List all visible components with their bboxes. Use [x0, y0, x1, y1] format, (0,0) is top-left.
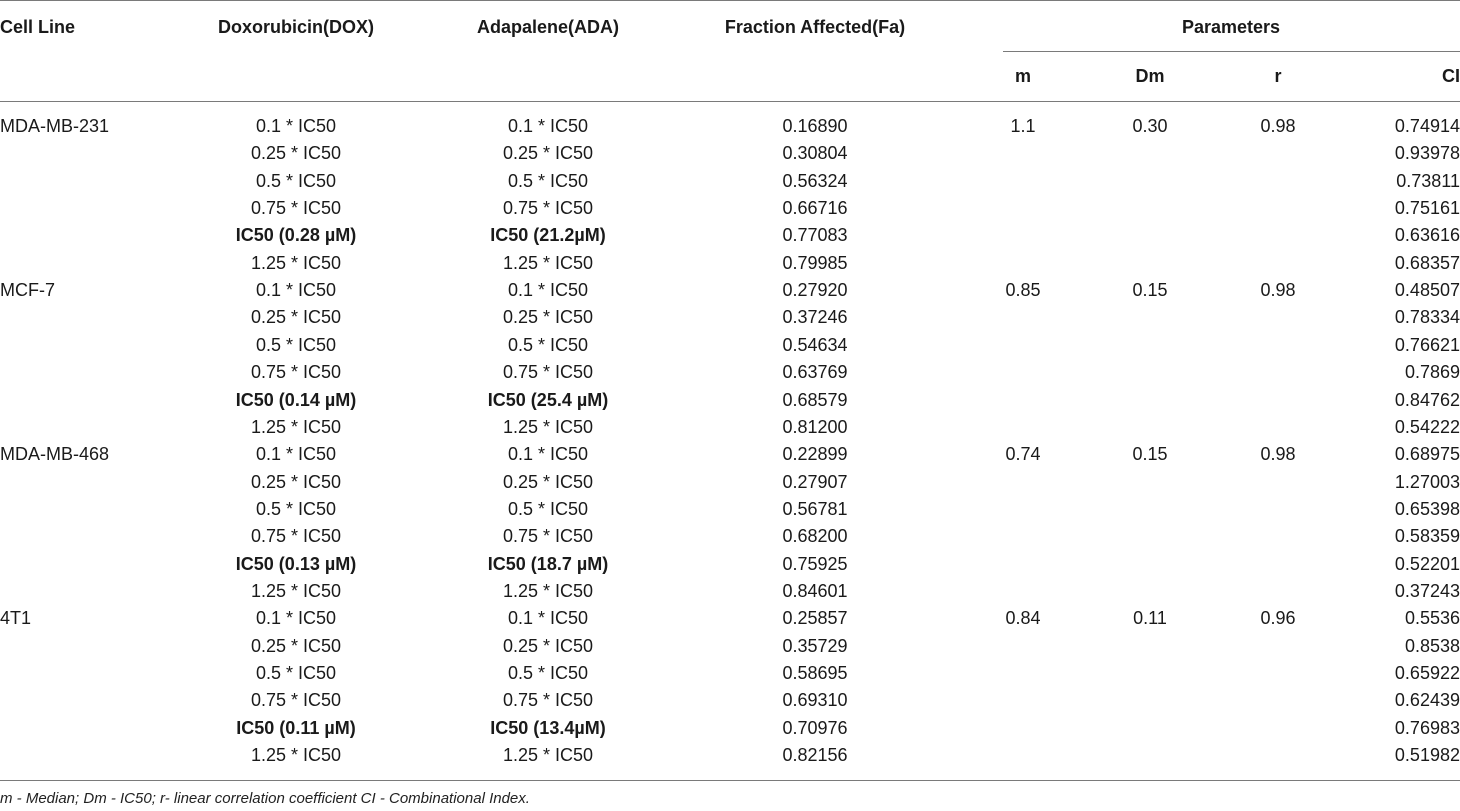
ada-dose: 0.25 * IC50	[502, 635, 594, 656]
header-dox: Doxorubicin(DOX)	[218, 17, 374, 37]
footnote: m - Median; Dm - IC50; r- linear correlation coefficient CI - Combinational Index.	[0, 790, 530, 807]
dox-dose: 0.5 * IC50	[255, 170, 337, 191]
param-m: 0.74	[1005, 444, 1041, 465]
dox-dose: 0.25 * IC50	[250, 471, 342, 492]
ci-value: 0.68357	[1394, 252, 1460, 273]
ada-dose: 0.75 * IC50	[502, 198, 594, 219]
ci-value: 0.76983	[1394, 717, 1460, 738]
ada-dose: 1.25 * IC50	[502, 580, 594, 601]
dox-dose: IC50 (0.28 µM)	[235, 225, 357, 246]
ci-value: 0.62439	[1394, 690, 1460, 711]
dox-dose: 0.5 * IC50	[255, 663, 337, 683]
header-fa: Fraction Affected(Fa)	[724, 17, 906, 37]
header-cell-line: Cell Line	[0, 17, 76, 37]
fraction-affected: 0.35729	[782, 635, 848, 656]
ci-value: 0.52201	[1394, 553, 1460, 574]
dox-dose: 1.25 * IC50	[250, 252, 342, 273]
param-r: 0.96	[1260, 608, 1296, 629]
ci-value: 0.63616	[1394, 225, 1460, 246]
fraction-affected: 0.77083	[782, 225, 848, 246]
header-r: r	[1274, 66, 1282, 86]
ci-value: 0.78334	[1394, 307, 1460, 328]
ada-dose: 0.1 * IC50	[507, 608, 589, 629]
top-rule	[0, 0, 1460, 1]
ada-dose: 0.5 * IC50	[507, 663, 589, 683]
ada-dose: 0.1 * IC50	[507, 280, 589, 301]
param-m: 1.1	[1010, 116, 1036, 136]
dox-dose: 0.5 * IC50	[255, 498, 337, 519]
ci-value: 0.65922	[1394, 663, 1460, 683]
dox-dose: 1.25 * IC50	[250, 580, 342, 601]
ci-value: 0.8538	[1404, 635, 1460, 656]
ci-value: 0.51982	[1394, 745, 1460, 766]
ci-value: 0.7869	[1404, 362, 1460, 383]
ada-dose: 1.25 * IC50	[502, 252, 594, 273]
param-dm: 0.30	[1132, 116, 1168, 136]
ci-value: 0.48507	[1394, 280, 1460, 301]
ada-dose: 0.5 * IC50	[507, 170, 589, 191]
dox-dose: 0.75 * IC50	[250, 690, 342, 711]
header-ci: CI	[1442, 66, 1460, 86]
ada-dose: 1.25 * IC50	[502, 416, 594, 437]
fraction-affected: 0.27907	[782, 471, 848, 492]
ada-dose: 0.25 * IC50	[502, 307, 594, 328]
cell-line-name: 4T1	[0, 608, 32, 629]
param-r: 0.98	[1260, 116, 1296, 136]
fraction-affected: 0.25857	[782, 608, 848, 629]
ci-value: 0.73811	[1396, 170, 1460, 191]
dox-dose: 0.75 * IC50	[250, 362, 342, 383]
dox-dose: 0.25 * IC50	[250, 143, 342, 164]
fraction-affected: 0.37246	[782, 307, 848, 328]
header-dm: Dm	[1135, 66, 1165, 86]
dox-dose: 0.1 * IC50	[255, 280, 337, 301]
parameters-rule	[1003, 51, 1460, 52]
param-m: 0.84	[1005, 608, 1041, 629]
header-bottom-rule	[0, 101, 1460, 102]
fraction-affected: 0.56781	[782, 498, 848, 519]
ci-value: 0.5536	[1404, 608, 1460, 629]
dox-dose: 1.25 * IC50	[250, 416, 342, 437]
fraction-affected: 0.75925	[782, 553, 848, 574]
ci-value: 1.27003	[1394, 471, 1460, 492]
fraction-affected: 0.68200	[782, 526, 848, 547]
ada-dose: 0.5 * IC50	[507, 334, 589, 355]
dox-dose: 0.1 * IC50	[255, 608, 337, 629]
table-bottom-rule	[0, 780, 1460, 781]
fraction-affected: 0.22899	[782, 444, 848, 465]
dox-dose: 0.1 * IC50	[255, 116, 337, 136]
ci-value: 0.75161	[1394, 198, 1460, 219]
fraction-affected: 0.30804	[782, 143, 848, 164]
ci-value: 0.68975	[1394, 444, 1460, 465]
cell-line-name: MDA-MB-468	[0, 444, 110, 465]
fraction-affected: 0.82156	[782, 745, 848, 766]
fraction-affected: 0.58695	[782, 663, 848, 683]
ada-dose: 0.1 * IC50	[507, 444, 589, 465]
dox-dose: 1.25 * IC50	[250, 745, 342, 766]
param-dm: 0.15	[1132, 444, 1168, 465]
header-parameters: Parameters	[1181, 17, 1281, 37]
ada-dose: 0.1 * IC50	[507, 116, 589, 136]
fraction-affected: 0.81200	[782, 416, 848, 437]
dox-dose: 0.5 * IC50	[255, 334, 337, 355]
ada-dose: 0.75 * IC50	[502, 690, 594, 711]
ci-value: 0.65398	[1394, 498, 1460, 519]
ci-value: 0.37243	[1394, 580, 1460, 601]
ada-dose: 0.5 * IC50	[507, 498, 589, 519]
ada-dose: 0.25 * IC50	[502, 471, 594, 492]
ada-dose: 0.75 * IC50	[502, 362, 594, 383]
ci-value: 0.76621	[1394, 334, 1460, 355]
ci-value: 0.74914	[1394, 116, 1460, 136]
fraction-affected: 0.84601	[782, 580, 848, 601]
param-dm: 0.11	[1133, 608, 1167, 629]
ada-dose: 0.25 * IC50	[502, 143, 594, 164]
fraction-affected: 0.16890	[782, 116, 848, 136]
ci-value: 0.54222	[1394, 416, 1460, 437]
dox-dose: 0.25 * IC50	[250, 307, 342, 328]
fraction-affected: 0.63769	[782, 362, 848, 383]
fraction-affected: 0.79985	[782, 252, 848, 273]
fraction-affected: 0.27920	[782, 280, 848, 301]
ada-dose: IC50 (25.4 µM)	[487, 389, 609, 410]
header-ada: Adapalene(ADA)	[476, 17, 620, 37]
dox-dose: 0.25 * IC50	[250, 635, 342, 656]
param-r: 0.98	[1260, 444, 1296, 465]
param-dm: 0.15	[1132, 280, 1168, 301]
ada-dose: 0.75 * IC50	[502, 526, 594, 547]
ada-dose: IC50 (21.2µM)	[490, 225, 606, 246]
fraction-affected: 0.70976	[782, 717, 848, 738]
dox-dose: IC50 (0.14 µM)	[235, 389, 357, 410]
dox-dose: 0.75 * IC50	[250, 526, 342, 547]
fraction-affected: 0.68579	[782, 389, 848, 410]
param-r: 0.98	[1260, 280, 1296, 301]
dox-dose: IC50 (0.13 µM)	[235, 553, 357, 574]
fraction-affected: 0.66716	[782, 198, 848, 219]
ada-dose: 1.25 * IC50	[502, 745, 594, 766]
ci-value: 0.84762	[1394, 389, 1460, 410]
ci-value: 0.93978	[1394, 143, 1460, 164]
ada-dose: IC50 (13.4µM)	[490, 717, 606, 738]
cell-line-name: MDA-MB-231	[0, 116, 110, 136]
param-m: 0.85	[1005, 280, 1041, 301]
dox-dose: 0.1 * IC50	[255, 444, 337, 465]
dox-dose: IC50 (0.11 µM)	[236, 717, 356, 738]
fraction-affected: 0.56324	[782, 170, 848, 191]
header-m: m	[1014, 66, 1032, 86]
fraction-affected: 0.69310	[782, 690, 848, 711]
dox-dose: 0.75 * IC50	[250, 198, 342, 219]
fraction-affected: 0.54634	[782, 334, 848, 355]
cell-line-name: MCF-7	[0, 280, 55, 301]
ci-value: 0.58359	[1394, 526, 1460, 547]
ada-dose: IC50 (18.7 µM)	[487, 553, 609, 574]
